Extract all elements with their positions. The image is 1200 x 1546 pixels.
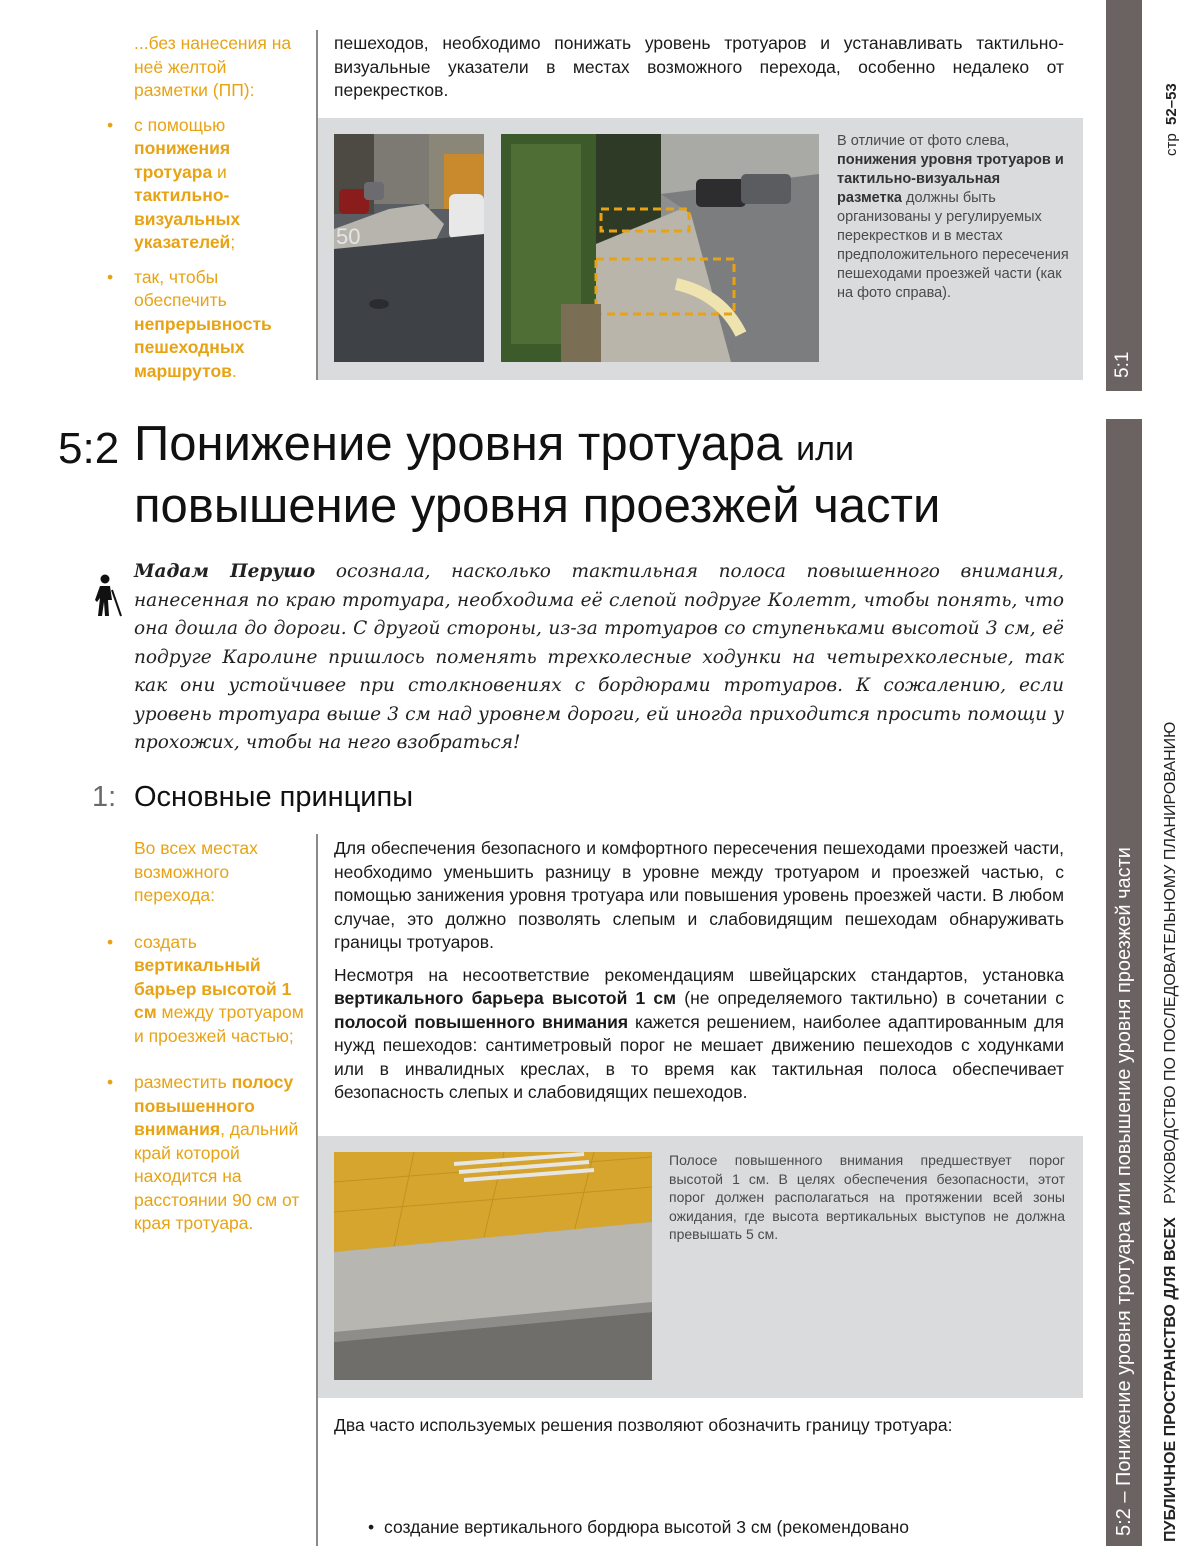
top-sidebar-bullet-2: • так, чтобы обеспечить непрерывность пешеходных маршрутов. xyxy=(134,266,299,384)
rail-top-section: 5:1 xyxy=(1112,351,1133,378)
story-text: Мадам Перушо осознала, насколько тактильная полоса повышенного внимания, нанесенная по краю тротуара, необходима её слепой подруге Колетт, чтобы понять, что она дошла до дороги. С другой стороны, из-за тротуаров со ступеньками высотой 3 см, её подруге Каролине пришлось поменять трехколесные ходунки на четырехколесные, так как они устойчивее при столкновениях с бордюрами тротуаров. К сожалению, если уровень тротуара выше 3 см над уровнем дороги, ей иногда приходится просить помощи у прохожих, чтобы на него взобраться! xyxy=(134,561,1065,753)
guide-title: ПУБЛИЧНОЕ ПРОСТРАНСТВО ДЛЯ ВСЕХ РУКОВОДСТВО ПО ПОСЛЕДОВАТЕЛЬНОМУ ПЛАНИРОВАНИЮ xyxy=(1162,721,1179,1542)
principles-paragraph-1: Для обеспечения безопасного и комфортного пересечения пешеходами проезжей части, необходимо уменьшить разницу в уровне между тротуаром и проезжей частью, с помощью занижения уровня тротуара или повышения уровень проезжей части. В любом случае, это должно позволять слепым и слабовидящим пешеходам обнаруживать границы тротуаров. xyxy=(334,838,1064,952)
principles-sidebar-list xyxy=(134,931,304,1236)
principles-bullet-2: • разместить полосу повышенного внимания, дальний край которой находится на расстоянии 90 см от края тротуара. xyxy=(134,1071,304,1236)
top-caption: В отличие от фото слева, понижения уровня тротуаров и тактильно-визуальная разметка должны быть организованы у регулируемых перекрестков и в местах предположительного пересечения пешеходами проезжей части (как на фото справа). xyxy=(837,133,1069,301)
final-bullet: • создание вертикального бордюра высотой 3 см (рекомендовано xyxy=(384,1516,1064,1540)
svg-text:50: 50 xyxy=(336,224,361,249)
top-sidebar-intro: ...без нанесения на неё желтой разметки (ПП): xyxy=(134,33,292,100)
photo-tactile-strip xyxy=(334,1152,652,1380)
photo-street-no-ramp xyxy=(334,134,484,362)
section-number: 5:2 xyxy=(58,424,120,473)
section-title: Понижение уровня тротуара или повышение уровня проезжей части xyxy=(134,417,941,533)
subsection-number: 1: xyxy=(92,781,117,813)
top-body-text: пешеходов, необходимо понижать уровень тротуаров и устанавливать тактильно-визуальные указатели в местах возможного перехода, особенно недалеко от перекрестков. xyxy=(334,33,1064,100)
rail-bottom-section: 5:2 – Понижение уровня тротуара или повышение уровня проезжей части xyxy=(1113,847,1135,1536)
top-sidebar xyxy=(134,32,299,383)
top-sidebar-bullet-1: • с помощью понижения тротуара и тактильно-визуальных указателей; xyxy=(134,114,299,255)
rail-top xyxy=(1106,0,1142,391)
bullet-dot: • xyxy=(368,1517,375,1537)
subsection-title: Основные принципы xyxy=(134,781,414,813)
principles-paragraph-2: Несмотря на несоответствие рекомендациям швейцарских стандартов, установка вертикального барьера высотой 1 см (не определяемого тактильно) в сочетании с полосой повышенного внимания кажется решением, наиболее адаптированным для нужд пешеходов: сантиметровый порог не мешает движению пешеходов с ходунками или в инвалидных креслах, в то время как тактильная полоса обеспечивает безопасность слепых и слабовидящих пешеходов. xyxy=(334,964,1064,1102)
principles-body xyxy=(334,837,1064,1105)
principles-bullet-1: • создать вертикальный барьер высотой 1 см между тротуаром и проезжей частью; xyxy=(134,931,304,1049)
principles-sidebar xyxy=(134,837,304,1236)
bottom-caption: Полосе повышенного внимания предшествует порог высотой 1 см. В целях обеспечения безопасности, этот порог должен располагаться на протяжении всей зоны ожидания, где высота вертикальных выступов не должна превышать 5 см. xyxy=(669,1152,1065,1242)
top-sidebar-list xyxy=(134,114,299,384)
final-text: Два часто используемых решения позволяют обозначить границу тротуара: xyxy=(334,1415,953,1435)
principles-sidebar-intro: Во всех местах возможного перехода: xyxy=(134,838,258,905)
page-indicator: стр 52–53 xyxy=(1163,83,1180,156)
pedestrian-with-cane-icon xyxy=(92,574,124,618)
photo-crossing-with-ramp xyxy=(501,134,819,362)
